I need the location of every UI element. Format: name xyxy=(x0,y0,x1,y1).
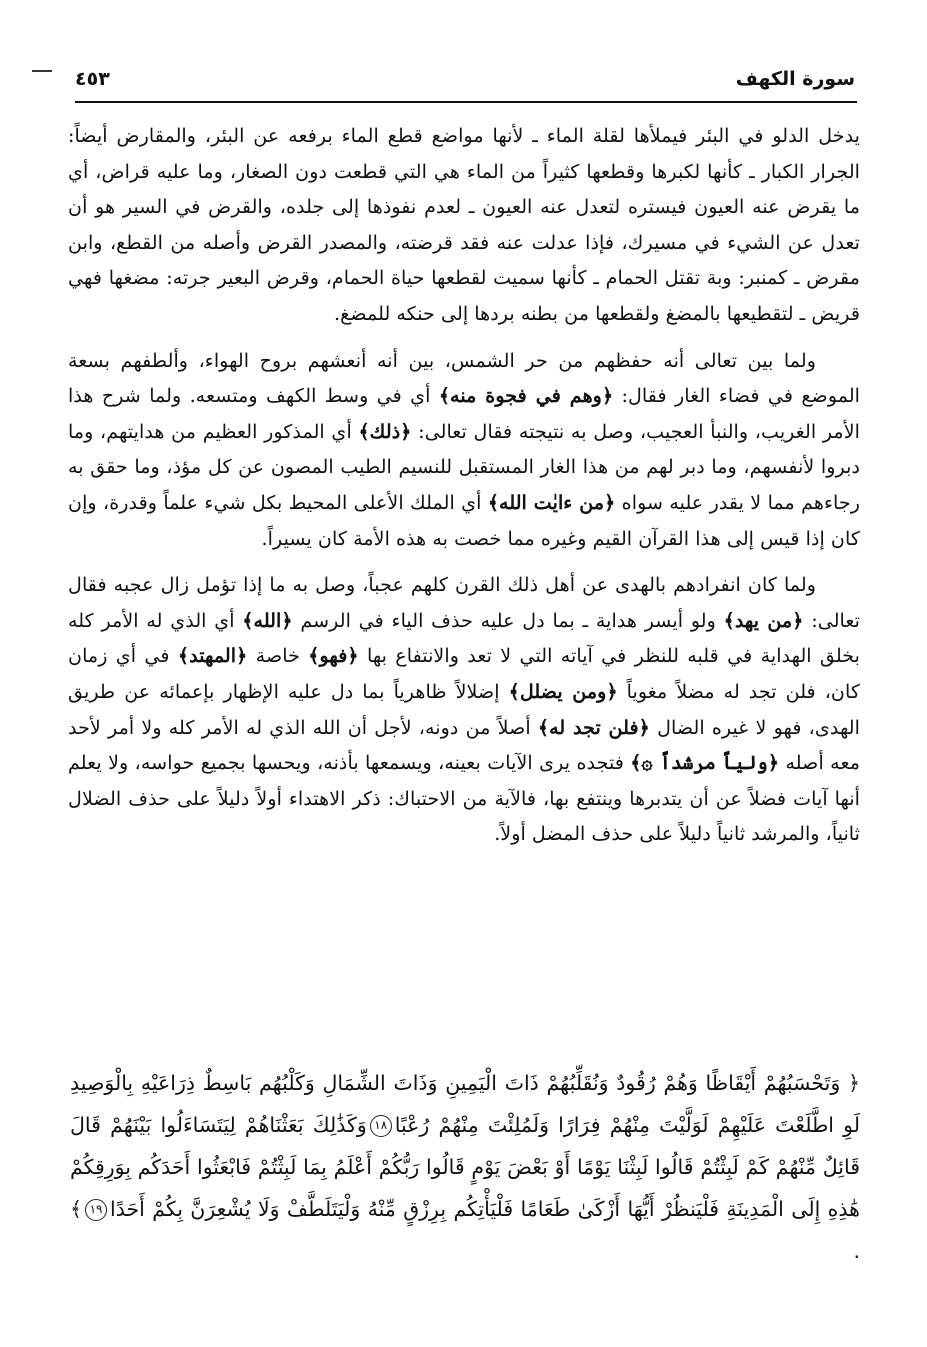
header-divider xyxy=(75,101,857,103)
quran-quote: ﴿ومن يضلل﴾ xyxy=(508,679,618,703)
quran-quote: ﴿الله﴾ xyxy=(242,608,293,632)
corner-mark xyxy=(32,70,52,72)
commentary-text xyxy=(68,118,860,863)
verse-open-bracket: ﴿ xyxy=(847,1071,860,1095)
quran-verse-block xyxy=(70,1062,860,1272)
verse-text: وَكَذَٰلِكَ بَعَثْنَاهُمْ لِيَتَسَاءَلُوا بَيْنَهُمْ قَالَ قَائِلٌ مِّنْهُمْ كَمْ لَبِثْتُمْ قَالُوا لَبِثْنَا يَوْمًا أَوْ بَعْضَ يَوْمٍ قَالُوا رَبُّكُمْ أَعْلَمُ بِمَا لَبِثْتُمْ فَابْعَثُوا أَحَدَكُم بِوَرِقِكُمْ هَٰذِهِ إِلَى الْمَدِينَةِ فَلْيَنظُرْ أَيُّهَا أَزْكَىٰ طَعَامًا فَلْيَأْتِكُم بِرِزْقٍ مِّنْهُ وَلْيَتَلَطَّفْ وَلَا يُشْعِرَنَّ بِكُمْ أَحَدًا xyxy=(70,1113,860,1221)
quran-quote: ﴿فهو﴾ xyxy=(308,644,359,668)
quran-quote: ﴿ذلك﴾ xyxy=(358,419,412,443)
quran-quote: ﴿وهم في فجوة منه﴾ xyxy=(438,384,614,408)
quran-quote: ﴿المهتد﴾ xyxy=(177,644,248,668)
surah-title: سورة الكهف xyxy=(735,68,855,90)
ayah-number-marker: ١٩ xyxy=(85,1199,107,1221)
quran-quote: ﴿فلن تجد له﴾ xyxy=(537,715,650,739)
paragraph-2: ولما بين تعالى أنه حفظهم من حر الشمس، بين أنه أنعشهم بروح الهواء، وألطفهم بسعة الموضع في فضاء الغار فقال: ﴿وهم في فجوة منه﴾ أي في وسط الكهف ومتسعه. ولما شرح هذا الأمر الغريب، والنبأ العجيب، وصل به نتيجته فقال تعالى: ﴿ذلك﴾ أي المذكور العظيم من هدايتهم، وما دبروا لأنفسهم، وما دبر لهم من هذا الغار المستقبل للنسيم الطيب المصون عن كل مؤذ، وما حقق به رجاءهم مما لا يقدر عليه سواه ﴿من ءايٰت الله﴾ أي الملك الأعلى المحيط بكل شيء علماً وقدرة، وإن كان إذا قيس إلى هذا القرآن القيم وغيره مما خصت به هذه الأمة كان يسيراً. xyxy=(68,348,860,550)
page-number: ٤٥٣ xyxy=(75,68,110,90)
verse-text: وَتَحْسَبُهُمْ أَيْقَاظًا وَهُمْ رُقُودٌ وَنُقَلِّبُهُمْ ذَاتَ الْيَمِينِ وَذَاتَ الشِّمَالِ وَكَلْبُهُم بَاسِطٌ ذِرَاعَيْهِ بِالْوَصِيدِ لَوِ اطَّلَعْتَ عَلَيْهِمْ لَوَلَّيْتَ مِنْهُمْ فِرَارًا وَلَمُلِئْتَ مِنْهُمْ رُعْبًا xyxy=(70,1071,860,1137)
quran-quote: ﴿من يهد﴾ xyxy=(723,608,804,632)
verse-close-bracket: ﴾ . xyxy=(70,1197,860,1263)
page-header xyxy=(75,66,855,100)
quran-quote: ﴿ولياً مرشداً ۞﴾ xyxy=(630,751,780,775)
paragraph-1: يدخل الدلو في البئر فيملأها لقلة الماء ـ لأنها مواضع قطع الماء برفعه عن البئر، والمقارض أيضاً: الجرار الكبار ـ كأنها لكبرها وقطعها كثيراً من الماء هي التي قطعت دون الصغار، وما عليه قراض، أي ما يقرض عنه العيون فيستره لتعدل عنه العيون ـ لعدم نفوذها إلى جلده، والقرض في السير هو أن تعدل عن الشيء في مسيرك، فإذا عدلت عنه فقد قرضته، والمصدر القرض وأصله من القطع، وابن مقرض ـ كمنبر: وبة تقتل الحمام ـ كأنها سميت لقطعها حياة الحمام، وقرض البعير جرته: مضغها فهي قريض ـ لتقطيعها بالمضغ ولقطعها من بطنه بردها إلى حنكه للمضغ. xyxy=(68,124,860,325)
paragraph-3: ولما كان انفرادهم بالهدى عن أهل ذلك القرن كلهم عجباً، وصل به ما إذا تؤمل زال عجبه فقال تعالى: ﴿من يهد﴾ ولو أيسر هداية ـ بما دل عليه حذف الياء في الرسم ﴿الله﴾ أي الذي له الأمر كله بخلق الهداية في قلبه للنظر في آياته التي لا تعد والانتفاع بها ﴿فهو﴾ خاصة ﴿المهتد﴾ في أي زمان كان، فلن تجد له مضلاً مغوياً ﴿ومن يضلل﴾ إضلالاً ظاهرياً بما دل عليه الإظهار بإعمائه عن طريق الهدى، فهو لا غيره الضال ﴿فلن تجد له﴾ أصلاً من دونه، لأجل أن الله الذي له الأمر كله ولا أمر لأحد معه أصله ﴿ولياً مرشداً ۞﴾ فتجده يرى الآيات بعينه، ويسمعها بأذنه، ويحسها بجميع حواسه، ولا يعلم أنها آيات فضلاً عن أن يتدبرها وينتفع بها، فالآية من الاحتباك: ذكر الاهتداء أولاً دليلاً على حذف الضلال ثانياً، والمرشد ثانياً دليلاً على حذف المضل أولاً. xyxy=(68,573,861,846)
quran-quote: ﴿من ءايٰت الله﴾ xyxy=(487,490,616,514)
ayah-number-marker: ١٨ xyxy=(370,1115,392,1137)
